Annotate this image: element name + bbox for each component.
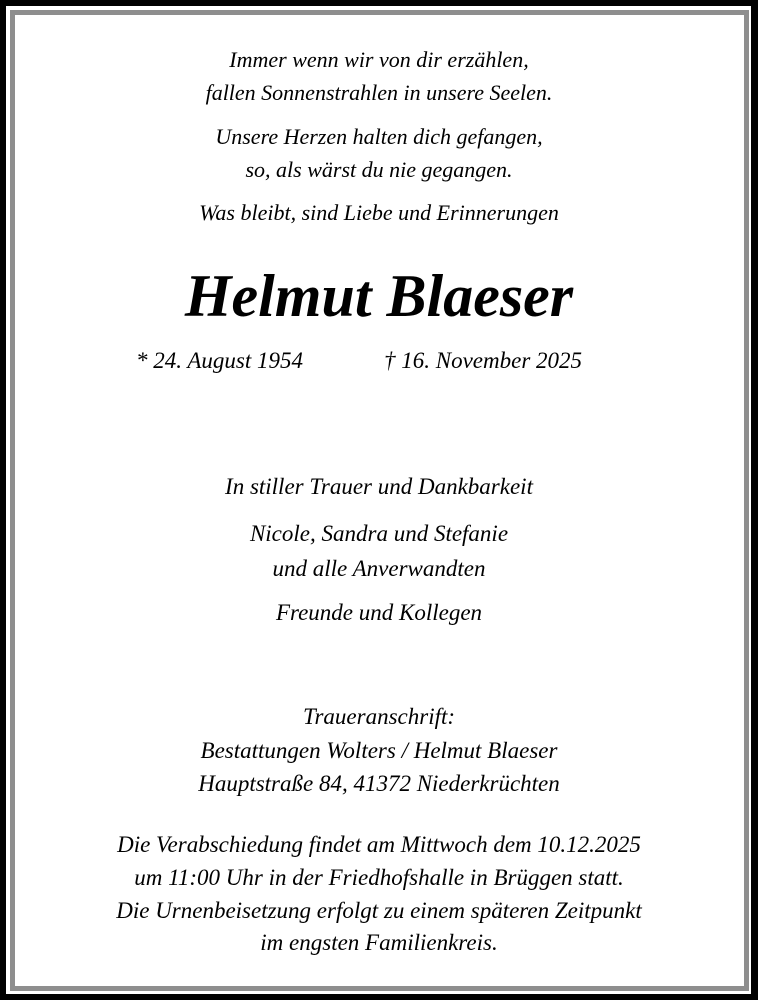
verse-line: fallen Sonnenstrahlen in unsere Seelen. [205, 80, 553, 105]
verse-line: Was bleibt, sind Liebe und Erinnerungen [199, 200, 559, 225]
address-label: Traueranschrift: [302, 704, 456, 729]
deceased-name: Helmut Blaeser [184, 263, 574, 329]
verse-line: Immer wenn wir von dir erzählen, [229, 47, 529, 72]
mourners-line: Freunde und Kollegen [275, 600, 483, 625]
verse-line: Unsere Herzen halten dich gefangen, [215, 124, 543, 149]
notice-line: Die Urnenbeisetzung erfolgt zu einem späteren Zeitpunkt [116, 898, 642, 923]
notice-line: im engsten Familienkreis. [260, 930, 498, 955]
notice-line: Die Verabschiedung findet am Mittwoch dem 10.12.2025 [117, 832, 641, 857]
death-date: † 16. November 2025 [384, 348, 583, 373]
address-line: Hauptstraße 84, 41372 Niederkrüchten [198, 771, 560, 796]
mourners-line: In stiller Trauer und Dankbarkeit [225, 474, 533, 499]
mourners-line: Nicole, Sandra und Stefanie [249, 521, 509, 546]
mourners-line: und alle Anverwandten [272, 556, 486, 581]
address-line: Bestattungen Wolters / Helmut Blaeser [200, 738, 558, 763]
verse-line: so, als wärst du nie gegangen. [245, 157, 513, 182]
birth-date: * 24. August 1954 [136, 348, 303, 373]
notice-line: um 11:00 Uhr in der Friedhofshalle in Brüggen statt. [134, 865, 624, 890]
